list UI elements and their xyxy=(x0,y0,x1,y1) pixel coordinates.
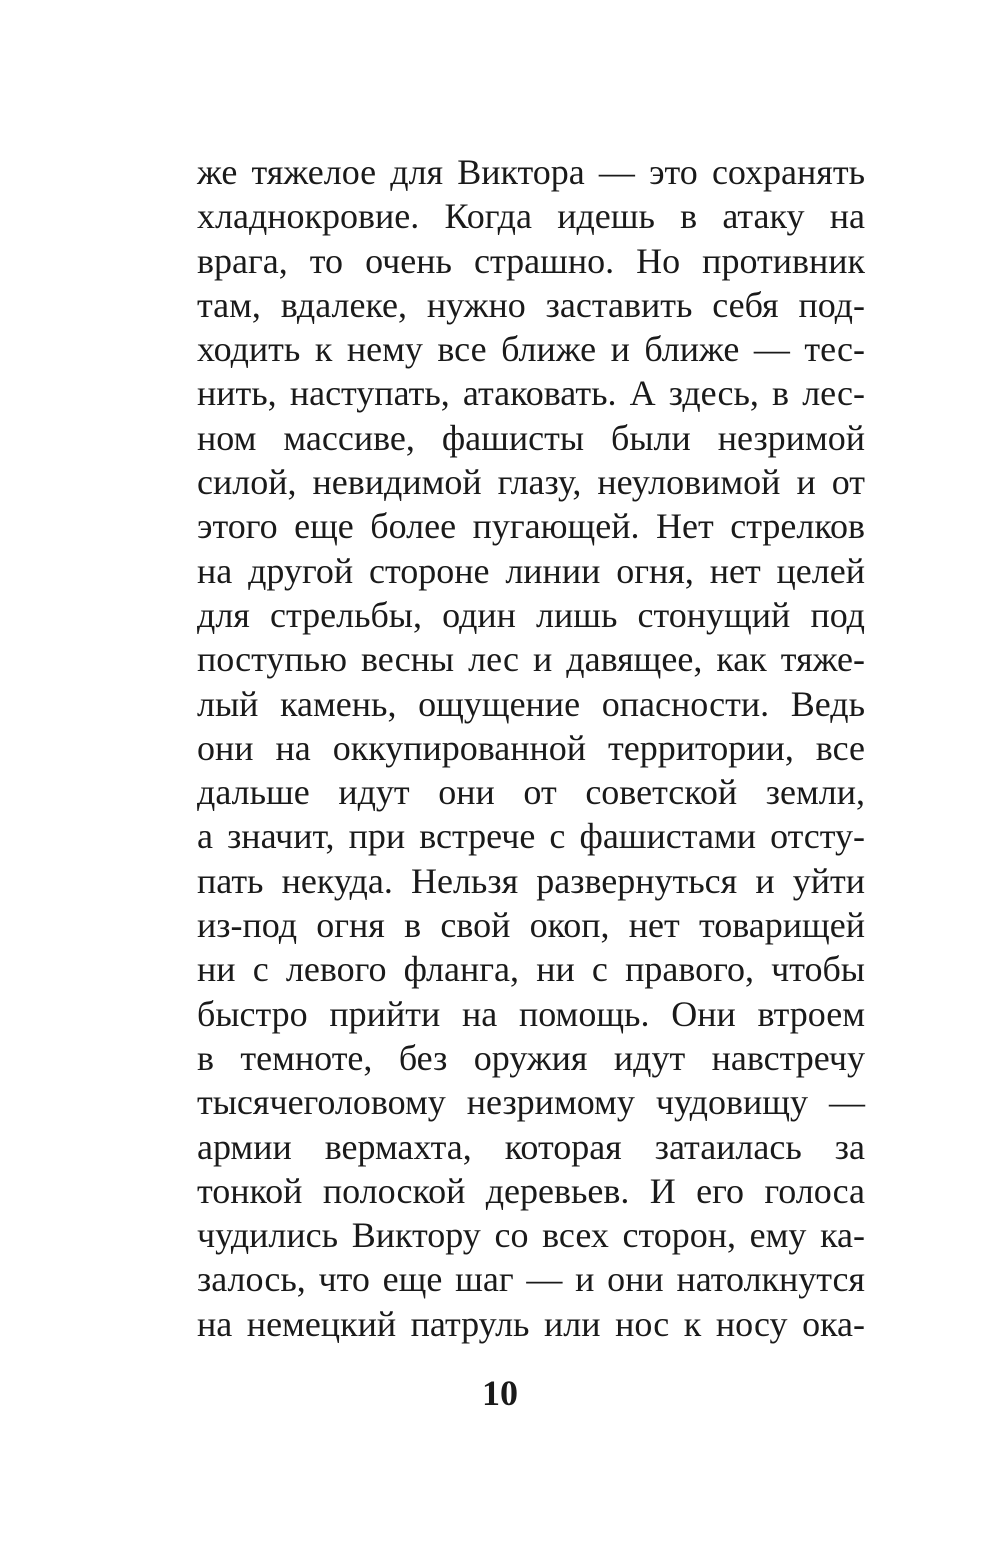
text-line: хладнокровие. Когда идешь в атаку на xyxy=(197,196,865,237)
text-line: тонкой полоской деревьев. И его голоса xyxy=(197,1170,865,1211)
text-line: для стрельбы, один лишь стонущий под xyxy=(197,594,865,635)
text-line: этого еще более пугающей. Нет стрелков xyxy=(197,506,865,547)
text-line: силой, невидимой глазу, неуловимой и от xyxy=(197,462,865,503)
text-line: на другой стороне линии огня, нет целей xyxy=(197,550,865,591)
text-line: в темноте, без оружия идут навстречу xyxy=(197,1037,865,1078)
text-line: на немецкий патруль или нос к носу ока- xyxy=(197,1303,865,1344)
text-line: залось, что еще шаг — и они натолкнутся xyxy=(197,1259,865,1300)
text-line: чудились Виктору со всех сторон, ему ка- xyxy=(197,1215,865,1256)
text-line: ни с левого фланга, ни с правого, чтобы xyxy=(197,949,865,990)
text-line: ном массиве, фашисты были незримой xyxy=(197,417,865,458)
text-line: быстро прийти на помощь. Они втроем xyxy=(197,993,865,1034)
text-line: пать некуда. Нельзя развернуться и уйти xyxy=(197,860,865,901)
body-text xyxy=(197,150,865,1346)
text-line: тысячеголовому незримому чудовищу — xyxy=(197,1082,865,1123)
text-line: там, вдалеке, нужно заставить себя под- xyxy=(197,284,865,325)
text-line: врага, то очень страшно. Но противник xyxy=(197,240,865,281)
text-line: ходить к нему все ближе и ближе — тес- xyxy=(197,329,865,370)
text-line: армии вермахта, которая затаилась за xyxy=(197,1126,865,1167)
text-line: нить, наступать, атаковать. А здесь, в лес- xyxy=(197,373,865,414)
text-line: они на оккупированной территории, все xyxy=(197,727,865,768)
text-line: а значит, при встрече с фашистами отсту- xyxy=(197,816,865,857)
text-line: лый камень, ощущение опасности. Ведь xyxy=(197,683,865,724)
text-line: поступью весны лес и давящее, как тяже- xyxy=(197,639,865,680)
text-line: из-под огня в свой окоп, нет товарищей xyxy=(197,905,865,946)
page-number: 10 xyxy=(482,1373,518,1413)
text-line: же тяжелое для Виктора — это сохранять xyxy=(197,152,865,192)
text-line: дальше идут они от советской земли, xyxy=(197,772,865,813)
